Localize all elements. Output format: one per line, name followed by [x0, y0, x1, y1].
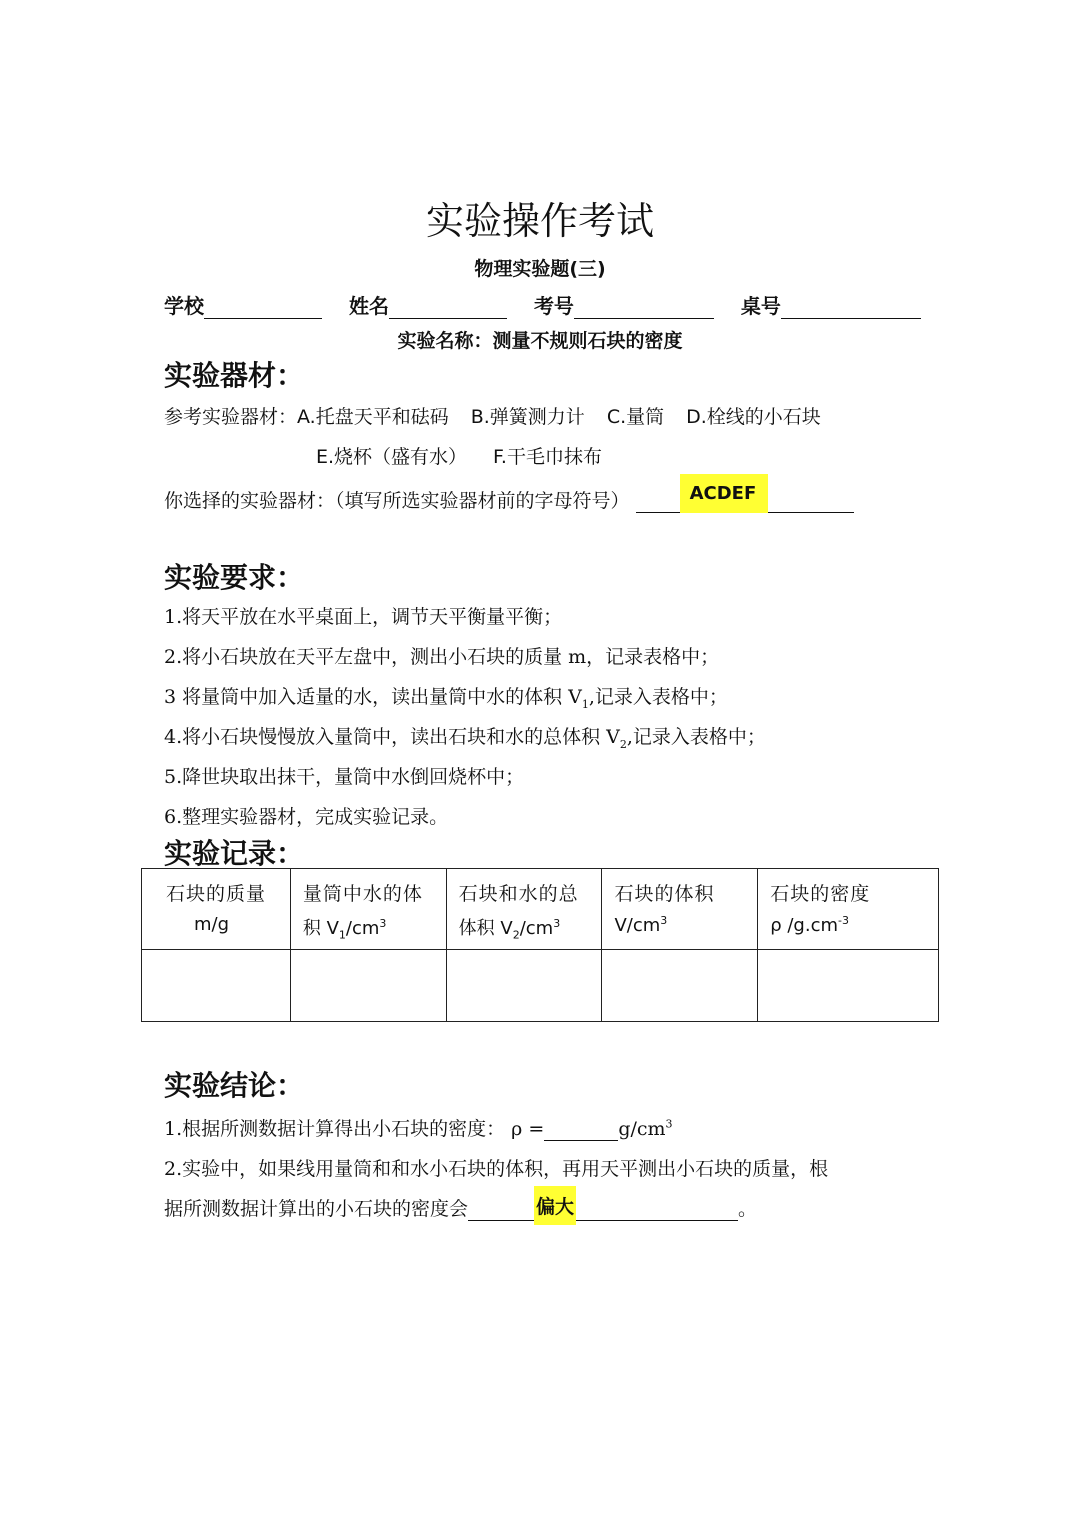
unit-text: 体积 V [458, 918, 513, 939]
equipment-choice-answer: ACDEF [680, 474, 769, 513]
exam-number-field[interactable] [574, 296, 714, 319]
equipment-choice-prompt: 你选择的实验器材：（填写所选实验器材前的字母符号） [164, 490, 630, 512]
equipment-item-b: B.弹簧测力计 [470, 406, 585, 428]
superscript: 3 [660, 914, 668, 927]
superscript: 3 [553, 917, 561, 930]
table-header-row [142, 869, 939, 950]
table-header-cell [142, 869, 291, 950]
school-field[interactable] [204, 296, 322, 319]
table-header-cell [290, 869, 446, 950]
requirement-step: 1.将天平放在水平桌面上，调节天平衡量平衡； [164, 606, 563, 628]
mass-cell[interactable] [142, 950, 291, 1022]
requirement-step [164, 722, 766, 751]
total-volume-cell[interactable] [446, 950, 602, 1022]
record-table [141, 868, 939, 1022]
density-unit: g/cm [618, 1118, 666, 1140]
table-row [142, 950, 939, 1022]
column-title: 石块的质量 [166, 883, 267, 905]
name-field[interactable] [389, 296, 507, 319]
column-title: 量筒中水的体 [302, 883, 423, 905]
column-unit [291, 906, 446, 942]
equipment-item-d: D.栓线的小石块 [686, 406, 821, 428]
requirements-heading: 实验要求： [164, 561, 305, 594]
equipment-reference-row2 [316, 442, 602, 469]
superscript: -3 [838, 914, 849, 927]
equipment-item-f: F.干毛巾抹布 [493, 446, 602, 468]
exam-number-label: 考号 [533, 294, 574, 318]
requirement-step: 6.整理实验器材，完成实验记录。 [164, 806, 449, 828]
requirement-step [164, 682, 728, 711]
equipment-item-a: A.托盘天平和砝码 [297, 406, 449, 428]
requirement-step-text: ,记录入表格中； [588, 686, 728, 708]
stone-volume-cell[interactable] [602, 950, 758, 1022]
name-label: 姓名 [348, 294, 389, 318]
equipment-item-c: C.量筒 [606, 406, 665, 428]
desk-number-label: 桌号 [740, 294, 781, 318]
equipment-choice-row [164, 482, 854, 513]
school-label: 学校 [164, 294, 204, 318]
requirement-step-text: 4.将小石块慢慢放入量筒中，读出石块和水的总体积 V [164, 726, 620, 748]
record-heading: 实验记录： [164, 837, 305, 870]
subscript: 2 [619, 737, 627, 751]
water-volume-cell[interactable] [290, 950, 446, 1022]
equipment-reference-row1 [164, 402, 821, 429]
equipment-reference-label: 参考实验器材： [164, 406, 298, 428]
density-cell[interactable] [758, 950, 939, 1022]
page-subtitle: 物理实验题(三) [474, 258, 606, 280]
conclusion-line-2: 2.实验中，如果线用量筒和和水小石块的体积，再用天平测出小石块的质量，根 [164, 1158, 829, 1180]
requirement-step: 5.降世块取出抹干，量筒中水倒回烧杯中； [164, 766, 525, 788]
column-title: 石块的体积 [614, 883, 715, 905]
table-header-cell [602, 869, 758, 950]
requirement-step-text: ,记录入表格中； [626, 726, 766, 748]
error-answer: 偏大 [534, 1186, 576, 1225]
error-answer-field[interactable] [468, 1194, 738, 1221]
column-title: 石块和水的总 [458, 883, 579, 905]
column-unit: m/g [194, 914, 230, 935]
equipment-item-e: E.烧杯（盛有水） [316, 446, 468, 468]
column-unit [758, 906, 938, 936]
conclusion-heading: 实验结论： [164, 1069, 305, 1102]
conclusion-line-3 [164, 1194, 757, 1221]
subscript: 1 [581, 697, 589, 711]
subscript: 2 [512, 928, 520, 942]
superscript: 3 [665, 1117, 673, 1131]
equipment-heading: 实验器材： [164, 359, 305, 392]
table-header-cell [758, 869, 939, 950]
unit-text: /cm [519, 918, 554, 939]
conclusion-text: 1.根据所测数据计算得出小石块的密度： ρ = [164, 1118, 545, 1140]
superscript: 3 [379, 917, 387, 930]
column-unit [602, 906, 757, 936]
requirement-step-text: 3 将量筒中加入适量的水，读出量筒中水的体积 V [164, 686, 582, 708]
student-info-row [164, 290, 921, 319]
column-unit [447, 906, 602, 942]
conclusion-line-1 [164, 1114, 673, 1141]
density-answer-field[interactable] [544, 1118, 618, 1141]
unit-text: V/cm [614, 915, 661, 936]
column-title: 石块的密度 [770, 883, 871, 905]
experiment-name: 实验名称：测量不规则石块的密度 [397, 330, 683, 352]
conclusion-text: 据所测数据计算出的小石块的密度会 [164, 1198, 469, 1220]
requirement-step: 2.将小石块放在天平左盘中，测出小石块的质量 m，记录表格中； [164, 646, 720, 668]
table-header-cell [446, 869, 602, 950]
page-title: 实验操作考试 [425, 199, 654, 243]
conclusion-text: 。 [738, 1198, 758, 1220]
desk-number-field[interactable] [781, 296, 921, 319]
unit-text: /cm [345, 918, 380, 939]
unit-text: 积 V [302, 918, 339, 939]
unit-text: ρ /g.cm [770, 915, 839, 936]
equipment-choice-field[interactable] [636, 482, 854, 513]
subscript: 1 [338, 928, 346, 942]
